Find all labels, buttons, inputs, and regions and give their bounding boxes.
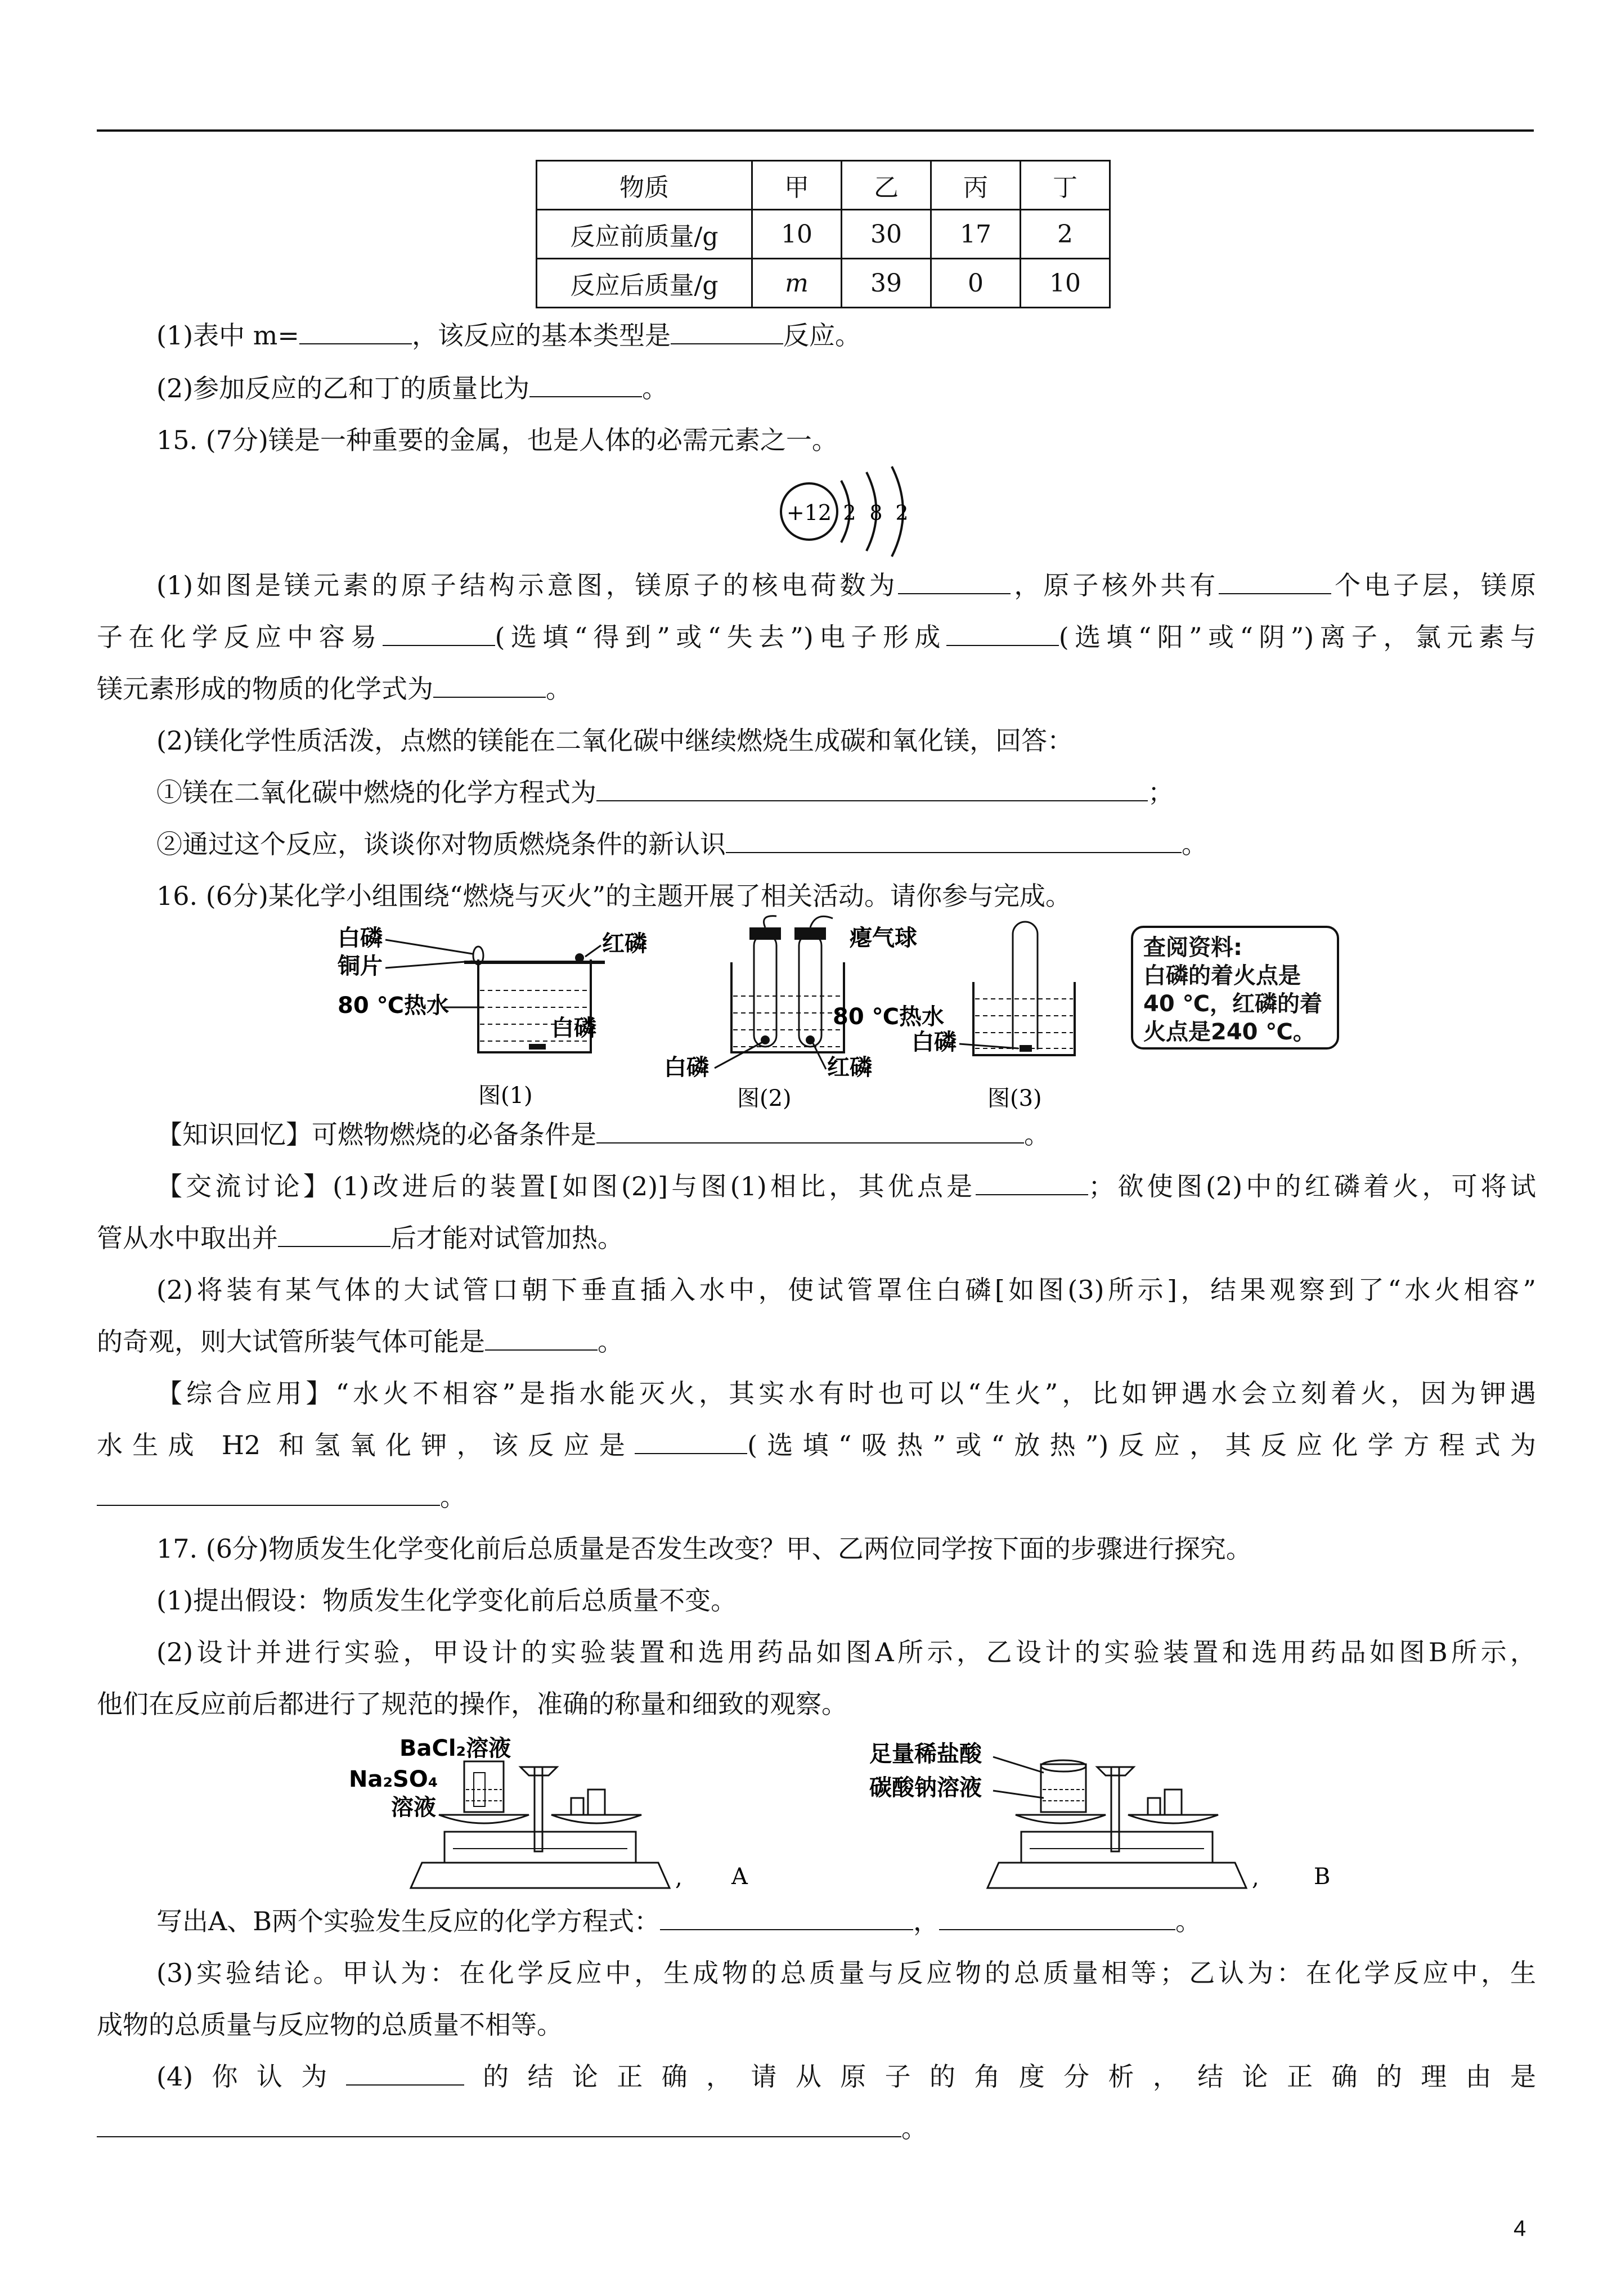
- mass-table: [536, 160, 1111, 308]
- q16-discussion-4: 的奇观，则大试管所装气体可能是 。: [97, 1325, 623, 1358]
- q17-conclusion-1: (3)实验结论。甲认为：在化学反应中，生成物的总质量与反应物的总质量相等；乙认为：在化学反应中，生: [156, 1958, 1536, 1988]
- q16-knowledge: 【知识回忆】可燃物燃烧的必备条件是 。: [156, 1118, 1050, 1151]
- shell-electrons: 2: [843, 502, 856, 525]
- answer-blank[interactable]: [726, 827, 1182, 853]
- table-cell: m: [752, 259, 842, 308]
- svg-text:白磷: 白磷: [338, 925, 383, 951]
- q17-step-2: (2)设计并进行实验，甲设计的实验装置和选用药品如图A所示，乙设计的实验装置和选用药品如图B所示，: [156, 1637, 1536, 1667]
- svg-text:Na₂SO₄: Na₂SO₄: [349, 1766, 438, 1792]
- top-rule: [97, 129, 1534, 132]
- answer-blank[interactable]: [660, 1904, 913, 1930]
- svg-text:红磷: 红磷: [827, 1055, 872, 1080]
- table-row: [537, 210, 1110, 259]
- svg-text:足量稀盐酸: 足量稀盐酸: [869, 1741, 982, 1767]
- figure-1-beaker: [338, 925, 647, 1120]
- nucleus-charge: +12: [786, 500, 832, 525]
- q17-equations: 写出A、B两个实验发生反应的化学方程式： ， 。: [156, 1904, 1201, 1938]
- q15-p1: (1)如图是镁元素的原子结构示意图，镁原子的核电荷数为 ，原子核外共有 个电子层，镁原: [156, 568, 1536, 602]
- svg-text:图(2): 图(2): [737, 1086, 792, 1111]
- table-cell: 39: [842, 259, 931, 308]
- q17-analysis-2: 。: [97, 2111, 927, 2145]
- answer-blank[interactable]: [976, 1169, 1088, 1195]
- page-number: 4: [1514, 2216, 1526, 2241]
- table-cell: 反应后质量/g: [537, 259, 752, 308]
- svg-text:白磷: 白磷: [551, 1015, 596, 1041]
- answer-blank[interactable]: [97, 2111, 901, 2137]
- svg-text:图(1): 图(1): [478, 1083, 533, 1109]
- q14-line-2: (2)参加反应的乙和丁的质量比为 。: [156, 371, 668, 405]
- q16-application-2: 水生成 H2 和氢氧化钾，该反应是 (选填“吸热”或“放热”)反应，其反应化学方程式为: [97, 1428, 1536, 1462]
- table-cell: 0: [931, 259, 1021, 308]
- answer-blank[interactable]: [596, 1118, 1024, 1143]
- q17-conclusion-2: 成物的总质量与反应物的总质量不相等。: [97, 2010, 563, 2040]
- answer-blank[interactable]: [671, 319, 783, 344]
- shell-electrons: 2: [895, 502, 909, 525]
- table-cell: 反应前质量/g: [537, 210, 752, 259]
- q15-title: 15. (7分)镁是一种重要的金属，也是人体的必需元素之一。: [156, 425, 838, 455]
- q15-p2: 子在化学反应中容易 (选填“得到”或“失去”)电子形成 (选填“阳”或“阴”)离子，氯元素与: [97, 620, 1536, 654]
- answer-blank[interactable]: [1219, 568, 1331, 594]
- table-header-cell: 甲: [752, 161, 842, 210]
- q15-p4: (2)镁化学性质活泼，点燃的镁能在二氧化碳中继续燃烧生成碳和氧化镁，回答：: [156, 725, 1074, 756]
- answer-blank[interactable]: [946, 620, 1059, 646]
- svg-text:80 ℃热水: 80 ℃热水: [833, 1004, 945, 1030]
- table-cell: 10: [1021, 259, 1110, 308]
- svg-text:碳酸钠溶液: 碳酸钠溶液: [869, 1775, 982, 1801]
- q14-line-1: (1)表中 m= ，该反应的基本类型是 反应。: [156, 319, 861, 352]
- answer-blank[interactable]: [939, 1904, 1175, 1930]
- q15-p5: ①镁在二氧化碳中燃烧的化学方程式为 ；: [156, 775, 1174, 809]
- q17-step-1: (1)提出假设：物质发生化学变化前后总质量不变。: [156, 1585, 737, 1616]
- answer-blank[interactable]: [596, 775, 1148, 801]
- q15-p6: ②通过这个反应，谈谈你对物质燃烧条件的新认识 。: [156, 827, 1207, 861]
- table-cell: 2: [1021, 210, 1110, 259]
- answer-blank[interactable]: [97, 1480, 440, 1506]
- table-header-cell: 乙: [842, 161, 931, 210]
- q15-p3: 镁元素形成的物质的化学式为 。: [97, 672, 572, 706]
- svg-text:白磷: 白磷: [911, 1029, 957, 1055]
- q16-discussion-2: 管从水中取出并 后才能对试管加热。: [97, 1221, 623, 1255]
- figure-a-balance: [349, 1733, 776, 1896]
- answer-blank[interactable]: [898, 568, 1011, 594]
- answer-blank[interactable]: [346, 2060, 464, 2086]
- answer-blank[interactable]: [529, 371, 642, 397]
- q16-discussion-1: 【交流讨论】(1)改进后的装置[如图(2)]与图(1)相比，其优点是 ；欲使图(2)中的红磷着火，可将试: [156, 1169, 1536, 1203]
- q16-application-3: 。: [97, 1480, 466, 1514]
- svg-text:80 ℃热水: 80 ℃热水: [338, 993, 450, 1019]
- figure-b-balance: [864, 1733, 1359, 1896]
- svg-text:A: A: [731, 1864, 748, 1890]
- q17-analysis-1: (4)你认为 的结论正确，请从原子的角度分析，结论正确的理由是: [156, 2060, 1536, 2093]
- figure-3-inverted-tube: [900, 920, 1114, 1120]
- q17-title: 17. (6分)物质发生化学变化前后总质量是否发生改变？甲、乙两位同学按下面的步骤进行探究。: [156, 1533, 1252, 1564]
- answer-blank[interactable]: [278, 1221, 390, 1247]
- table-header-cell: 丙: [931, 161, 1021, 210]
- q17-step-2-cont: 他们在反应前后都进行了规范的操作，准确的称量和细致的观察。: [97, 1689, 847, 1719]
- answer-blank[interactable]: [383, 620, 495, 646]
- q16-application-1: 【综合应用】“水火不相容”是指水能灭火，其实水有时也可以“生火”，比如钾遇水会立刻着火，因为钾遇: [156, 1378, 1536, 1409]
- svg-text:红磷: 红磷: [602, 931, 647, 957]
- answer-blank[interactable]: [485, 1325, 598, 1351]
- table-cell: 17: [931, 210, 1021, 259]
- svg-text:瘪气球: 瘪气球: [850, 925, 917, 951]
- answer-blank[interactable]: [433, 672, 546, 698]
- table-header-row: [537, 161, 1110, 210]
- table-header-cell: 物质: [537, 161, 752, 210]
- svg-text:B: B: [1314, 1864, 1331, 1890]
- table-row: [537, 259, 1110, 308]
- answer-blank[interactable]: [635, 1428, 747, 1454]
- svg-text:溶液: 溶液: [391, 1795, 436, 1820]
- svg-text:铜片: 铜片: [338, 953, 383, 979]
- table-cell: 30: [842, 210, 931, 259]
- q16-discussion-3: (2)将装有某气体的大试管口朝下垂直插入水中，使试管罩住白磷[如图(3)所示]，结果观察到了“水火相容”: [156, 1275, 1536, 1305]
- q16-title: 16. (6分)某化学小组围绕“燃烧与灭火”的主题开展了相关活动。请你参与完成。: [156, 881, 1071, 911]
- svg-text:BaCl₂溶液: BaCl₂溶液: [399, 1736, 511, 1761]
- svg-text:,: ,: [675, 1865, 682, 1891]
- svg-text:白磷: 白磷: [664, 1055, 709, 1080]
- table-cell: 10: [752, 210, 842, 259]
- answer-blank[interactable]: [299, 319, 412, 344]
- shell-electrons: 8: [869, 502, 883, 525]
- reference-note: 查阅资料: 白磷的着火点是 40 ℃，红磷的着 火点是240 ℃。: [1131, 926, 1339, 1050]
- svg-text:图(3): 图(3): [987, 1086, 1042, 1111]
- magnesium-atom-diagram: [774, 458, 942, 565]
- table-header-cell: 丁: [1021, 161, 1110, 210]
- svg-text:,: ,: [1252, 1865, 1259, 1891]
